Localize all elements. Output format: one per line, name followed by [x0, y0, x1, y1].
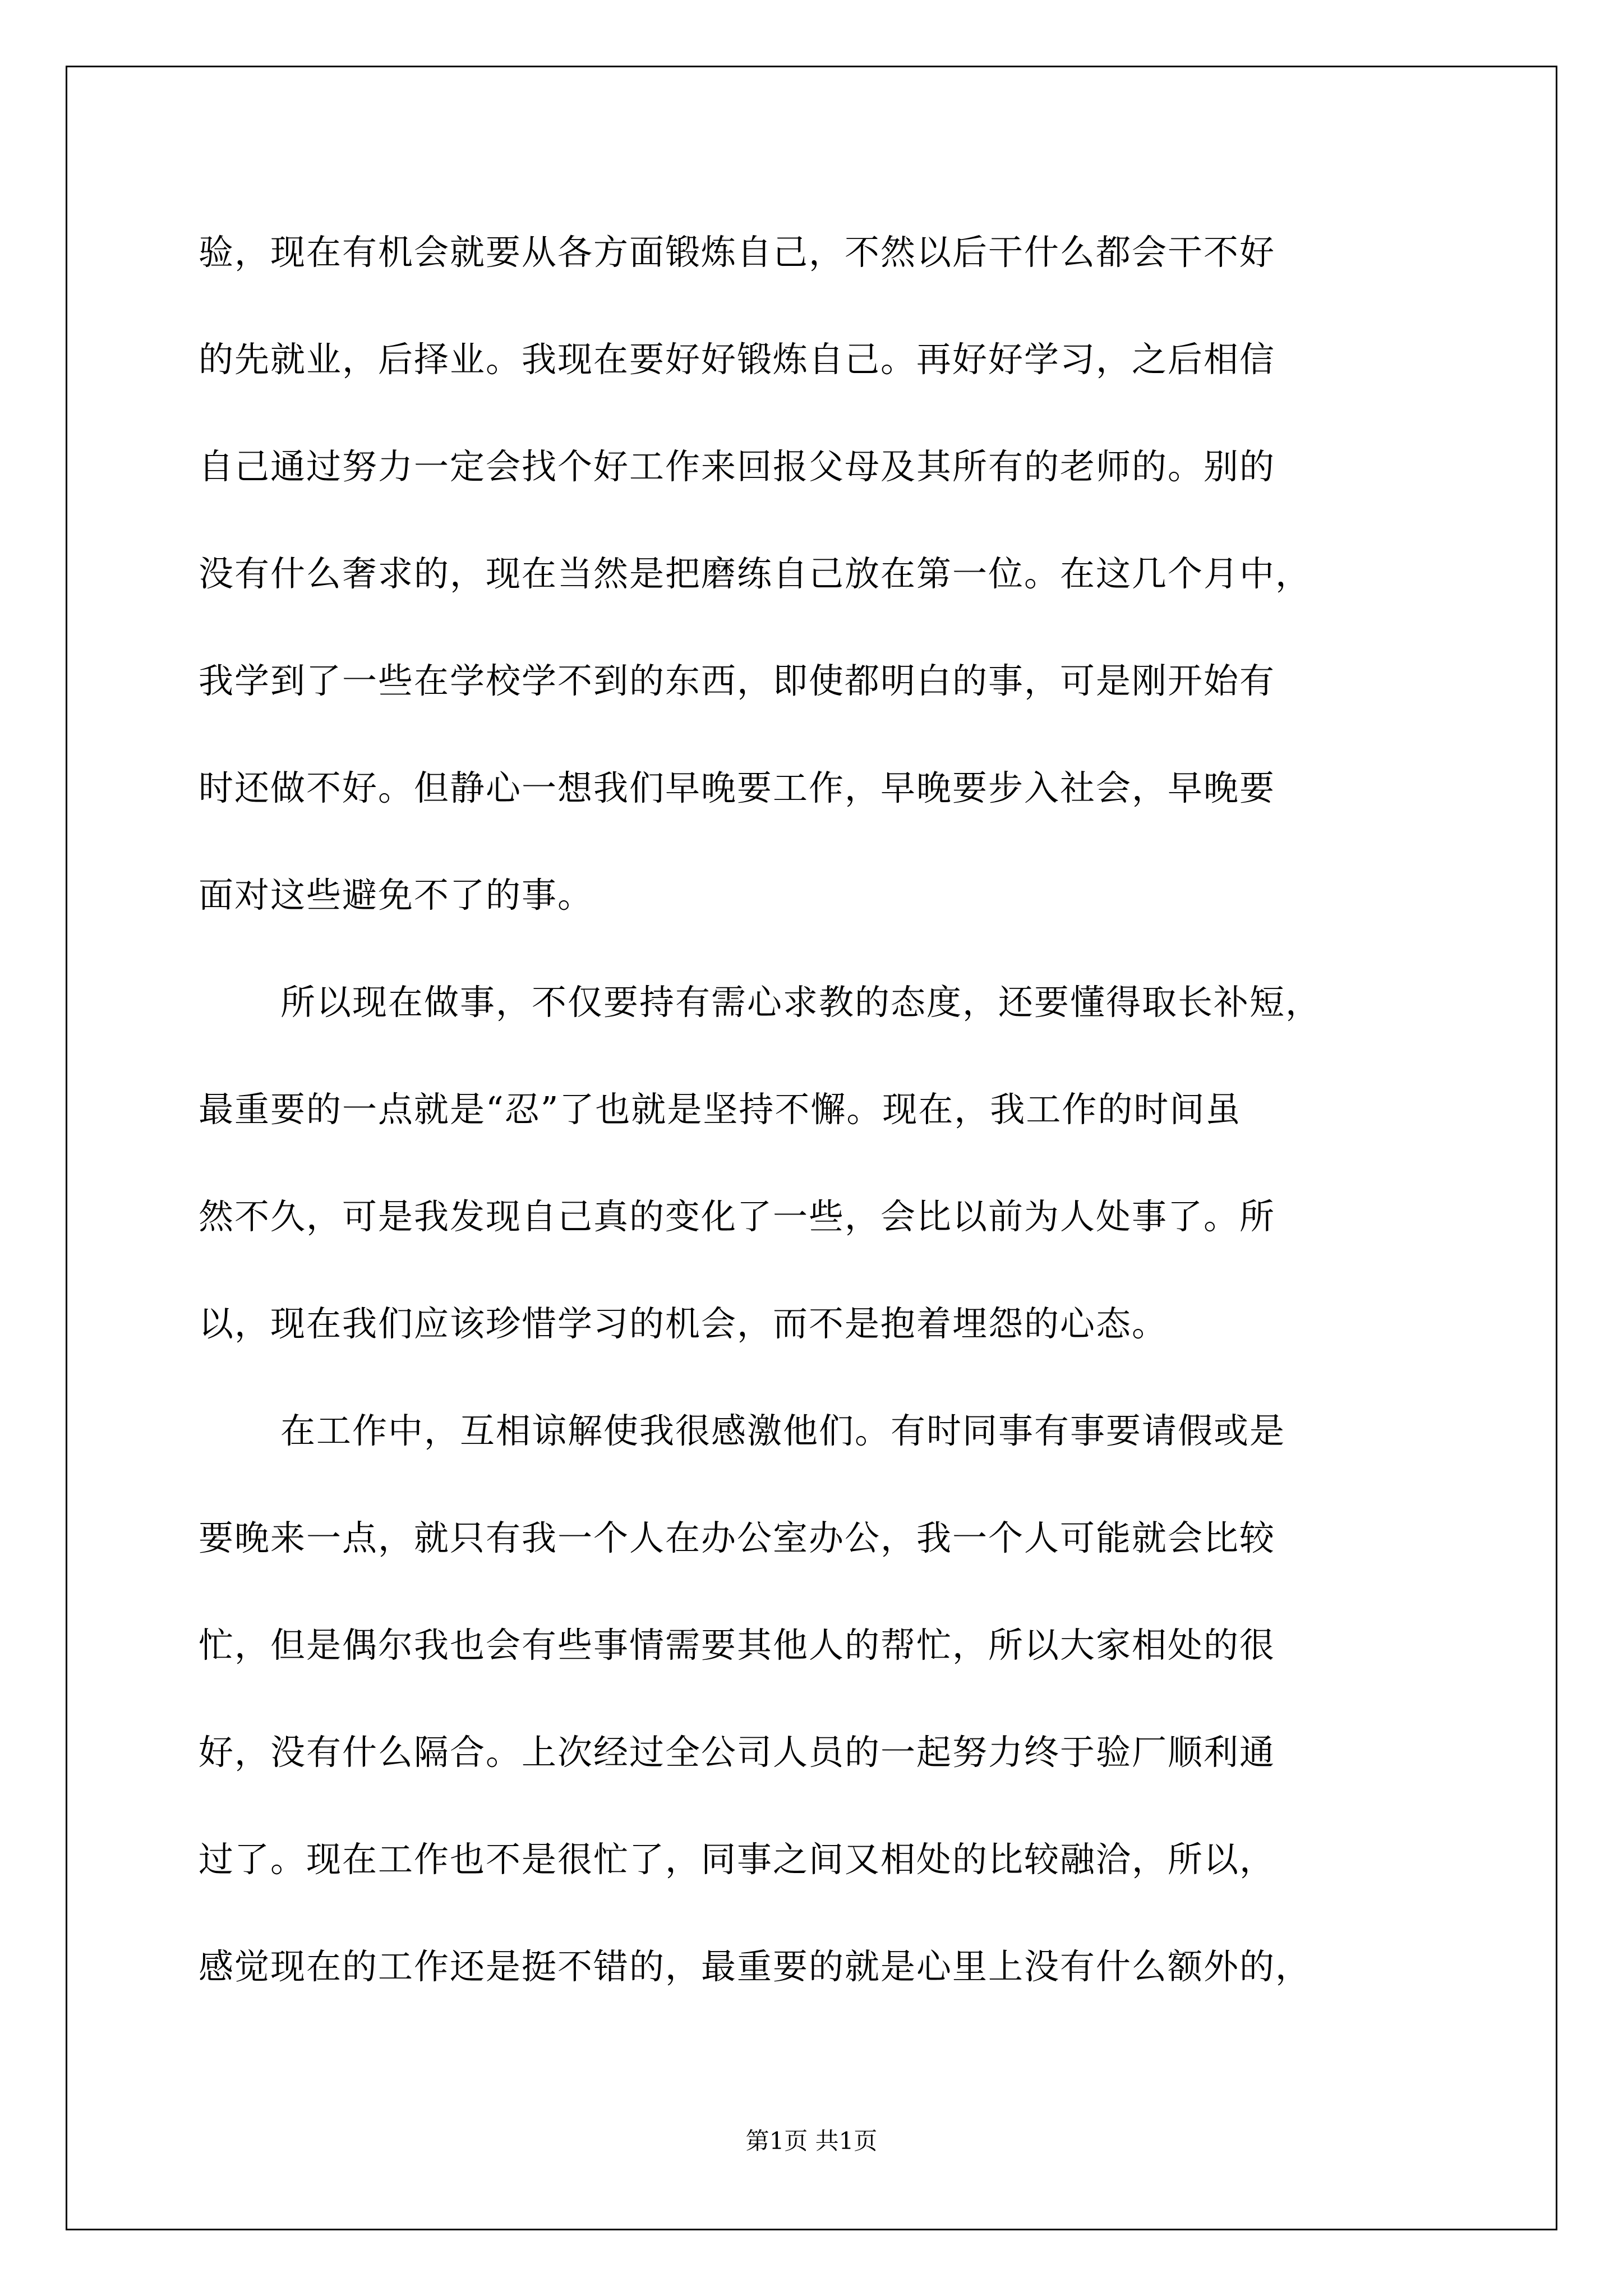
text-line: 面对这些避免不了的事。 [199, 875, 594, 915]
text-line: 忙，但是偶尔我也会有些事情需要其他人的帮忙，所以大家相处的很 [199, 1625, 1276, 1665]
text-line: 以，现在我们应该珍惜学习的机会，而不是抱着埋怨的心态。 [199, 1303, 1168, 1344]
text-line: 过了。现在工作也不是很忙了，同事之间又相处的比较融洽，所以， [199, 1839, 1276, 1880]
page-border [66, 66, 1557, 2230]
text-line: 没有什么奢求的，现在当然是把磨练自己放在第一位。在这几个月中， [199, 553, 1312, 594]
text-line: 感觉现在的工作还是挺不错的，最重要的就是心里上没有什么额外的， [199, 1946, 1312, 1987]
text-line: 我学到了一些在学校学不到的东西，即使都明白的事，可是刚开始有 [199, 660, 1276, 701]
text-line: 的先就业，后择业。我现在要好好锻炼自己。再好好学习，之后相信 [199, 339, 1276, 380]
text-line: 然不久，可是我发现自己真的变化了一些，会比以前为人处事了。所 [199, 1196, 1276, 1237]
text-line: 时还做不好。但静心一想我们早晚要工作，早晚要步入社会，早晚要 [199, 767, 1276, 808]
text-line: 验，现在有机会就要从各方面锻炼自己，不然以后干什么都会干不好 [199, 232, 1276, 273]
text-line: 要晚来一点，就只有我一个人在办公室办公，我一个人可能就会比较 [199, 1517, 1276, 1558]
text-line: 好，没有什么隔合。上次经过全公司人员的一起努力终于验厂顺利通 [199, 1732, 1276, 1773]
paragraph-first-line: 在工作中，互相谅解使我很感激他们。有时同事有事要请假或是 [280, 1410, 1286, 1451]
text-line: 自己通过努力一定会找个好工作来回报父母及其所有的老师的。别的 [199, 446, 1276, 487]
paragraph-first-line: 所以现在做事，不仅要持有需心求教的态度，还要懂得取长补短， [280, 982, 1322, 1023]
text-line: 最重要的一点就是“忍”了也就是坚持不懈。现在，我工作的时间虽 [199, 1089, 1242, 1130]
page-footer: 第1页 共1页 [745, 2127, 878, 2155]
